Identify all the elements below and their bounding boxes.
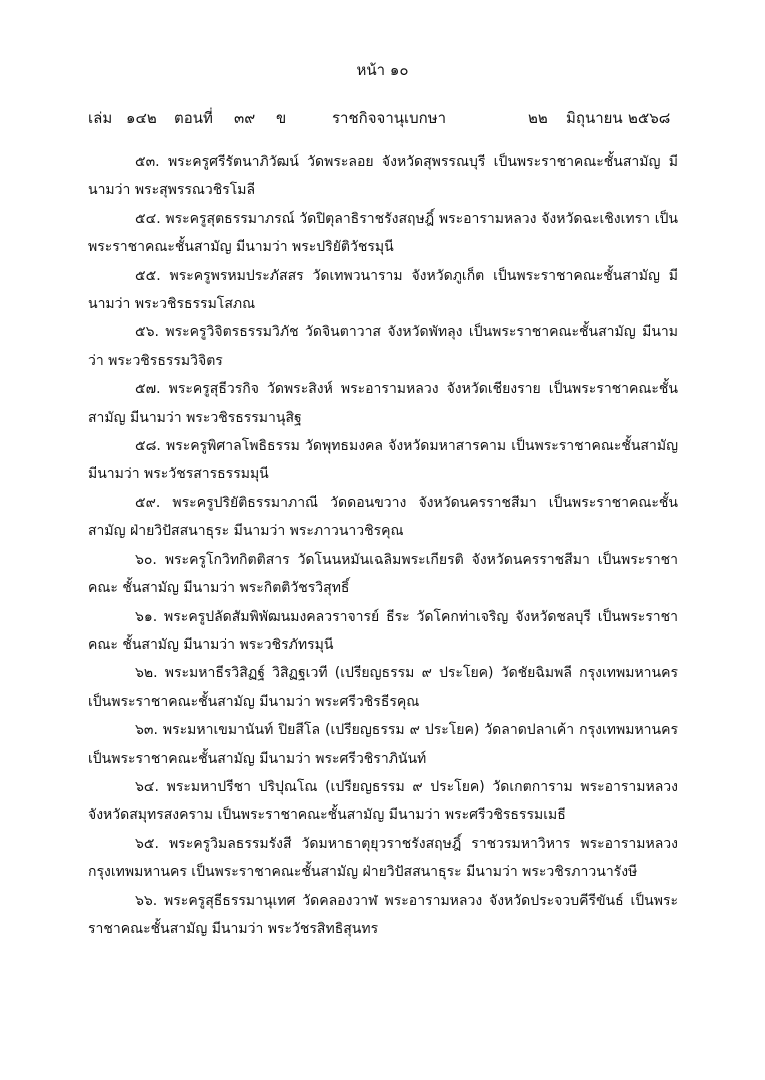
list-item: ๕๖. พระครูวิจิตรธรรมวิภัช วัดจินตาวาส จังหวัดพัทลุง เป็นพระราชาคณะชั้นสามัญ มีนามว่า พระวชิรธรรมวิจิตร	[88, 324, 678, 369]
list-item: ๖๒. พระมหาธีรวิสิฏฐ์ วิสิฏฐเวที (เปรียญธรรม ๙ ประโยค) วัดชัยฉิมพลี กรุงเทพมหานคร เป็นพระราชาคณะชั้นสามัญ มีนามว่า พระศรีวชิรธีรคุณ	[88, 665, 678, 710]
issue-label: ตอนที่	[174, 109, 213, 127]
date-year: ๒๕๖๘	[628, 109, 671, 127]
list-item: ๕๘. พระครูพิศาลโพธิธรรม วัดพุทธมงคล จังหวัดมหาสารคาม เป็นพระราชาคณะชั้นสามัญ มีนามว่า พระวัชรสารธรรมมุนี	[88, 438, 678, 483]
list-item: ๕๙. พระครูปริยัติธรรมาภาณี วัดดอนขวาง จังหวัดนครราชสีมา เป็นพระราชาคณะชั้นสามัญ ฝ่ายวิปัสสนาธุระ มีนามว่า พระภาวนาวชิรคุณ	[88, 494, 678, 540]
list-item: ๖๕. พระครูวิมลธรรมรังสี วัดมหาธาตุยุวราชรังสฤษฎิ์ ราชวรมหาวิหาร พระอารามหลวง กรุงเทพมหานคร เป็นพระราชาคณะชั้นสามัญ ฝ่ายวิปัสสนาธุระ มีนามว่า พระวชิรภาวนารังษี	[88, 835, 678, 881]
list-item: ๖๓. พระมหาเขมานันท์ ปิยสีโล (เปรียญธรรม ๙ ประโยค) วัดลาดปลาเค้า กรุงเทพมหานคร เป็นพระราชาคณะชั้นสามัญ มีนามว่า พระศรีวชิราภินันท์	[88, 722, 678, 767]
appointment-list	[88, 148, 678, 943]
list-item: ๖๖. พระครูสุธีธรรมานุเทศ วัดคลองวาฬ พระอารามหลวง จังหวัดประจวบคีรีขันธ์ เป็นพระราชาคณะชั้นสามัญ มีนามว่า พระวัชรสิทธิสุนทร	[88, 892, 678, 937]
volume-label: เล่ม	[88, 109, 113, 127]
issue-number: ๓๙	[234, 109, 256, 127]
list-item: ๕๓. พระครูศรีรัตนาภิวัฒน์ วัดพระลอย จังหวัดสุพรรณบุรี เป็นพระราชาคณะชั้นสามัญ มีนามว่า พระสุพรรณวชิรโมลี	[88, 154, 678, 199]
list-item: ๕๔. พระครูสุตธรรมาภรณ์ วัดปิตุลาธิราชรังสฤษฎิ์ พระอารามหลวง จังหวัดฉะเชิงเทรา เป็นพระราชาคณะชั้นสามัญ มีนามว่า พระปริยัติวัชรมุนี	[88, 210, 678, 256]
gazette-header	[88, 106, 678, 126]
list-item: ๕๗. พระครูสุธีวรกิจ วัดพระสิงห์ พระอารามหลวง จังหวัดเชียงราย เป็นพระราชาคณะชั้นสามัญ มีนามว่า พระวชิรธรรมานุสิฐ	[88, 381, 678, 426]
list-item: ๖๔. พระมหาปรีชา ปริปุณโณ (เปรียญธรรม ๙ ประโยค) วัดเกตการาม พระอารามหลวง จังหวัดสมุทรสงคราม เป็นพระราชาคณะชั้นสามัญ มีนามว่า พระศรีวชิรธรรมเมธี	[88, 778, 678, 824]
list-item: ๖๐. พระครูโกวิทกิตติสาร วัดโนนหมันเฉลิมพระเกียรติ จังหวัดนครราชสีมา เป็นพระราชาคณะ ชั้นสามัญ มีนามว่า พระกิตติวัชรวิสุทธิ์	[88, 551, 678, 597]
date-day: ๒๒	[528, 109, 548, 127]
page-number: หน้า ๑๐	[356, 61, 409, 79]
volume-number: ๑๔๒	[126, 109, 157, 127]
list-item: ๕๕. พระครูพรหมประภัสสร วัดเทพวนาราม จังหวัดภูเก็ต เป็นพระราชาคณะชั้นสามัญ มีนามว่า พระวชิรธรรมโสภณ	[88, 267, 678, 313]
list-item: ๖๑. พระครูปลัดสัมพิพัฒนมงคลวราจารย์ ธีระ วัดโคกท่าเจริญ จังหวัดชลบุรี เป็นพระราชาคณะ ชั้นสามัญ มีนามว่า พระวชิรภัทรมุนี	[88, 608, 678, 653]
date-month: มิถุนายน	[566, 109, 623, 127]
gazette-title: ราชกิจจานุเบกษา	[332, 109, 447, 127]
section-letter: ข	[276, 109, 287, 127]
